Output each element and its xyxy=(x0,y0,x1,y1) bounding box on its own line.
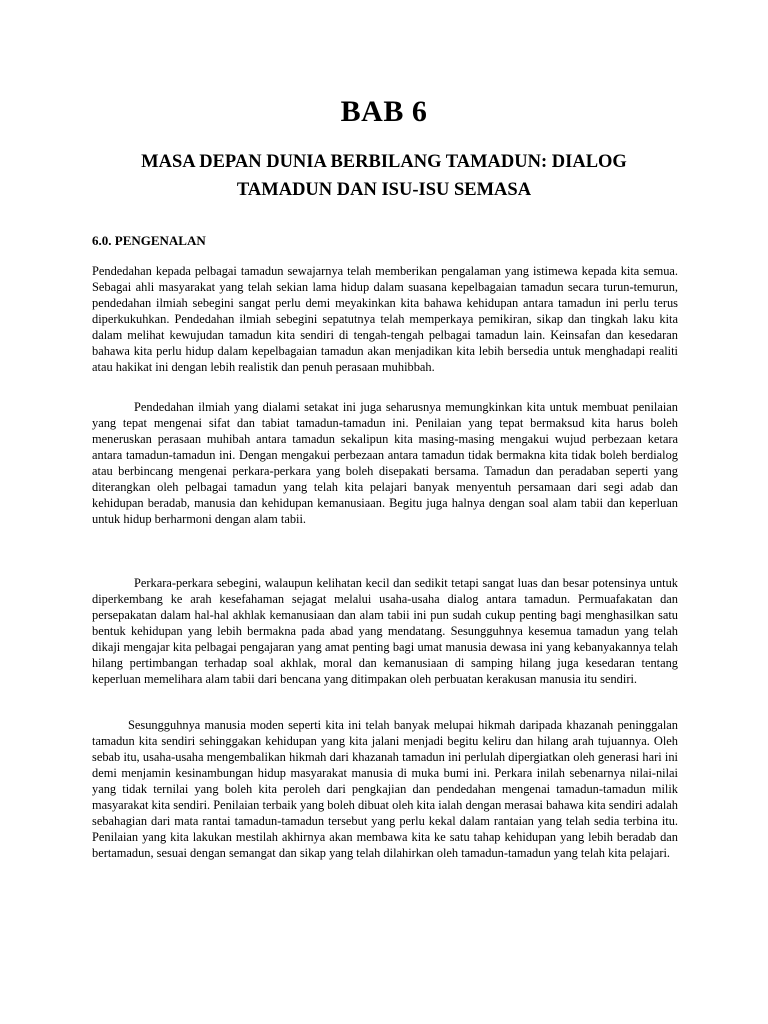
paragraph-1: Pendedahan kepada pelbagai tamadun sewajarnya telah memberikan pengalaman yang istimewa kepada kita semua. Sebagai ahli masyarakat yang telah sekian lama hidup dalam suasana kepelbagaian tamadun secara turun-temurun, pendedahan ilmiah sebegini sangat perlu demi meyakinkan kita bahawa kehidupan antara tamadun ini perlu terus diperkukuhkan. Pendedahan ilmiah sebegini sepatutnya telah memperkaya pemikiran, sikap dan tingkah laku kita dalam melihat kewujudan tamadun kita sendiri di tengah-tengah pelbagai tamadun lain. Keinsafan dan kesedaran bahawa kita perlu hidup dalam kepelbagaian tamadun akan menjadikan kita lebih bersedia untuk menghadapi realiti atau hakikat ini dengan lebih realistik dan penuh perasaan muhibbah. xyxy=(92,264,678,375)
paragraph-4: Sesungguhnya manusia moden seperti kita ini telah banyak melupai hikmah daripada khazanah peninggalan tamadun kita sendiri sehinggakan kehidupan yang kita jalani menjadi begitu keliru dan hilang arah tujuannya. Oleh sebab itu, usaha-usaha mengembalikan hikmah dari khazanah tamadun ini perlulah dipergiatkan oleh generasi hari ini demi menjamin kesinambungan hidup masyarakat manusia di muka bumi ini. Perkara inilah sebenarnya nilai-nilai yang tidak ternilai yang boleh kita peroleh dari pengkajian dan pendedahan mengenai tamadun-tamadun milik masyarakat kita sendiri. Penilaian terbaik yang boleh dibuat oleh kita ialah dengan merasai bahawa kita sendiri adalah sebahagian dari mata rantai tamadun-tamadun tersebut yang perlu kekal dalam rantaian yang telah sedia terbina itu. Penilaian yang kita lakukan mestilah akhirnya akan membawa kita ke satu tahap kehidupan yang lebih beradab dan bertamadun, sesuai dengan semangat dan sikap yang telah dilahirkan oleh tamadun-tamadun yang telah kita pelajari. xyxy=(92,718,678,861)
paragraph-3: Perkara-perkara sebegini, walaupun kelihatan kecil dan sedikit tetapi sangat luas dan besar potensinya untuk diperkembang ke arah kesefahaman sejagat melalui usaha-usaha dialog antara tamadun. Permuafakatan dan persepakatan dalam hal-hal akhlak kemanusiaan dan alam tabii ini pun sudah cukup penting bagi menghasilkan satu bentuk kehidupan yang lebih bermakna pada abad yang mendatang. Sesungguhnya kesemua tamadun yang telah dikaji mengajar kita pelbagai pengajaran yang amat penting bagi umat manusia dewasa ini yang kebanyakannya telah hilang pertimbangan terhadap soal akhlak, moral dan kemanusiaan di samping hilang juga kesedaran tentang keperluan memelihara alam tabii dari bencana yang ditimpakan oleh perbuatan kerakusan manusia itu sendiri. xyxy=(92,576,678,687)
chapter-title-line-2: TAMADUN DAN ISU-ISU SEMASA xyxy=(236,180,532,200)
chapter-title-line-1: MASA DEPAN DUNIA BERBILANG TAMADUN: DIALOG xyxy=(141,152,627,172)
section-heading: 6.0. PENGENALAN xyxy=(92,233,206,248)
paragraph-2: Pendedahan ilmiah yang dialami setakat ini juga seharusnya memungkinkan kita untuk membuat penilaian yang tepat mengenai sifat dan tabiat tamadun-tamadun ini. Penilaian yang tepat bermaksud kita harus boleh meneruskan perasaan muhibah antara tamadun sekalipun kita masing-masing mengakui wujud perbezaan ketara antara tamadun-tamadun ini. Dengan mengakui perbezaan antara tamadun tidak bermakna kita tidak boleh berdialog atau berbincang mengenai perkara-perkara yang boleh disepakati bersama. Tamadun dan peradaban seperti yang diterangkan oleh pelbagai tamadun yang telah kita pelajari banyak menyentuh persamaan dari segi adab dan kehidupan beradab, manusia dan kehidupan kemanusiaan. Begitu juga halnya dengan soal alam tabii dan keperluan untuk hidup berharmoni dengan alam tabii. xyxy=(92,400,678,527)
chapter-title xyxy=(60,148,708,204)
chapter-heading: BAB 6 xyxy=(340,95,428,128)
